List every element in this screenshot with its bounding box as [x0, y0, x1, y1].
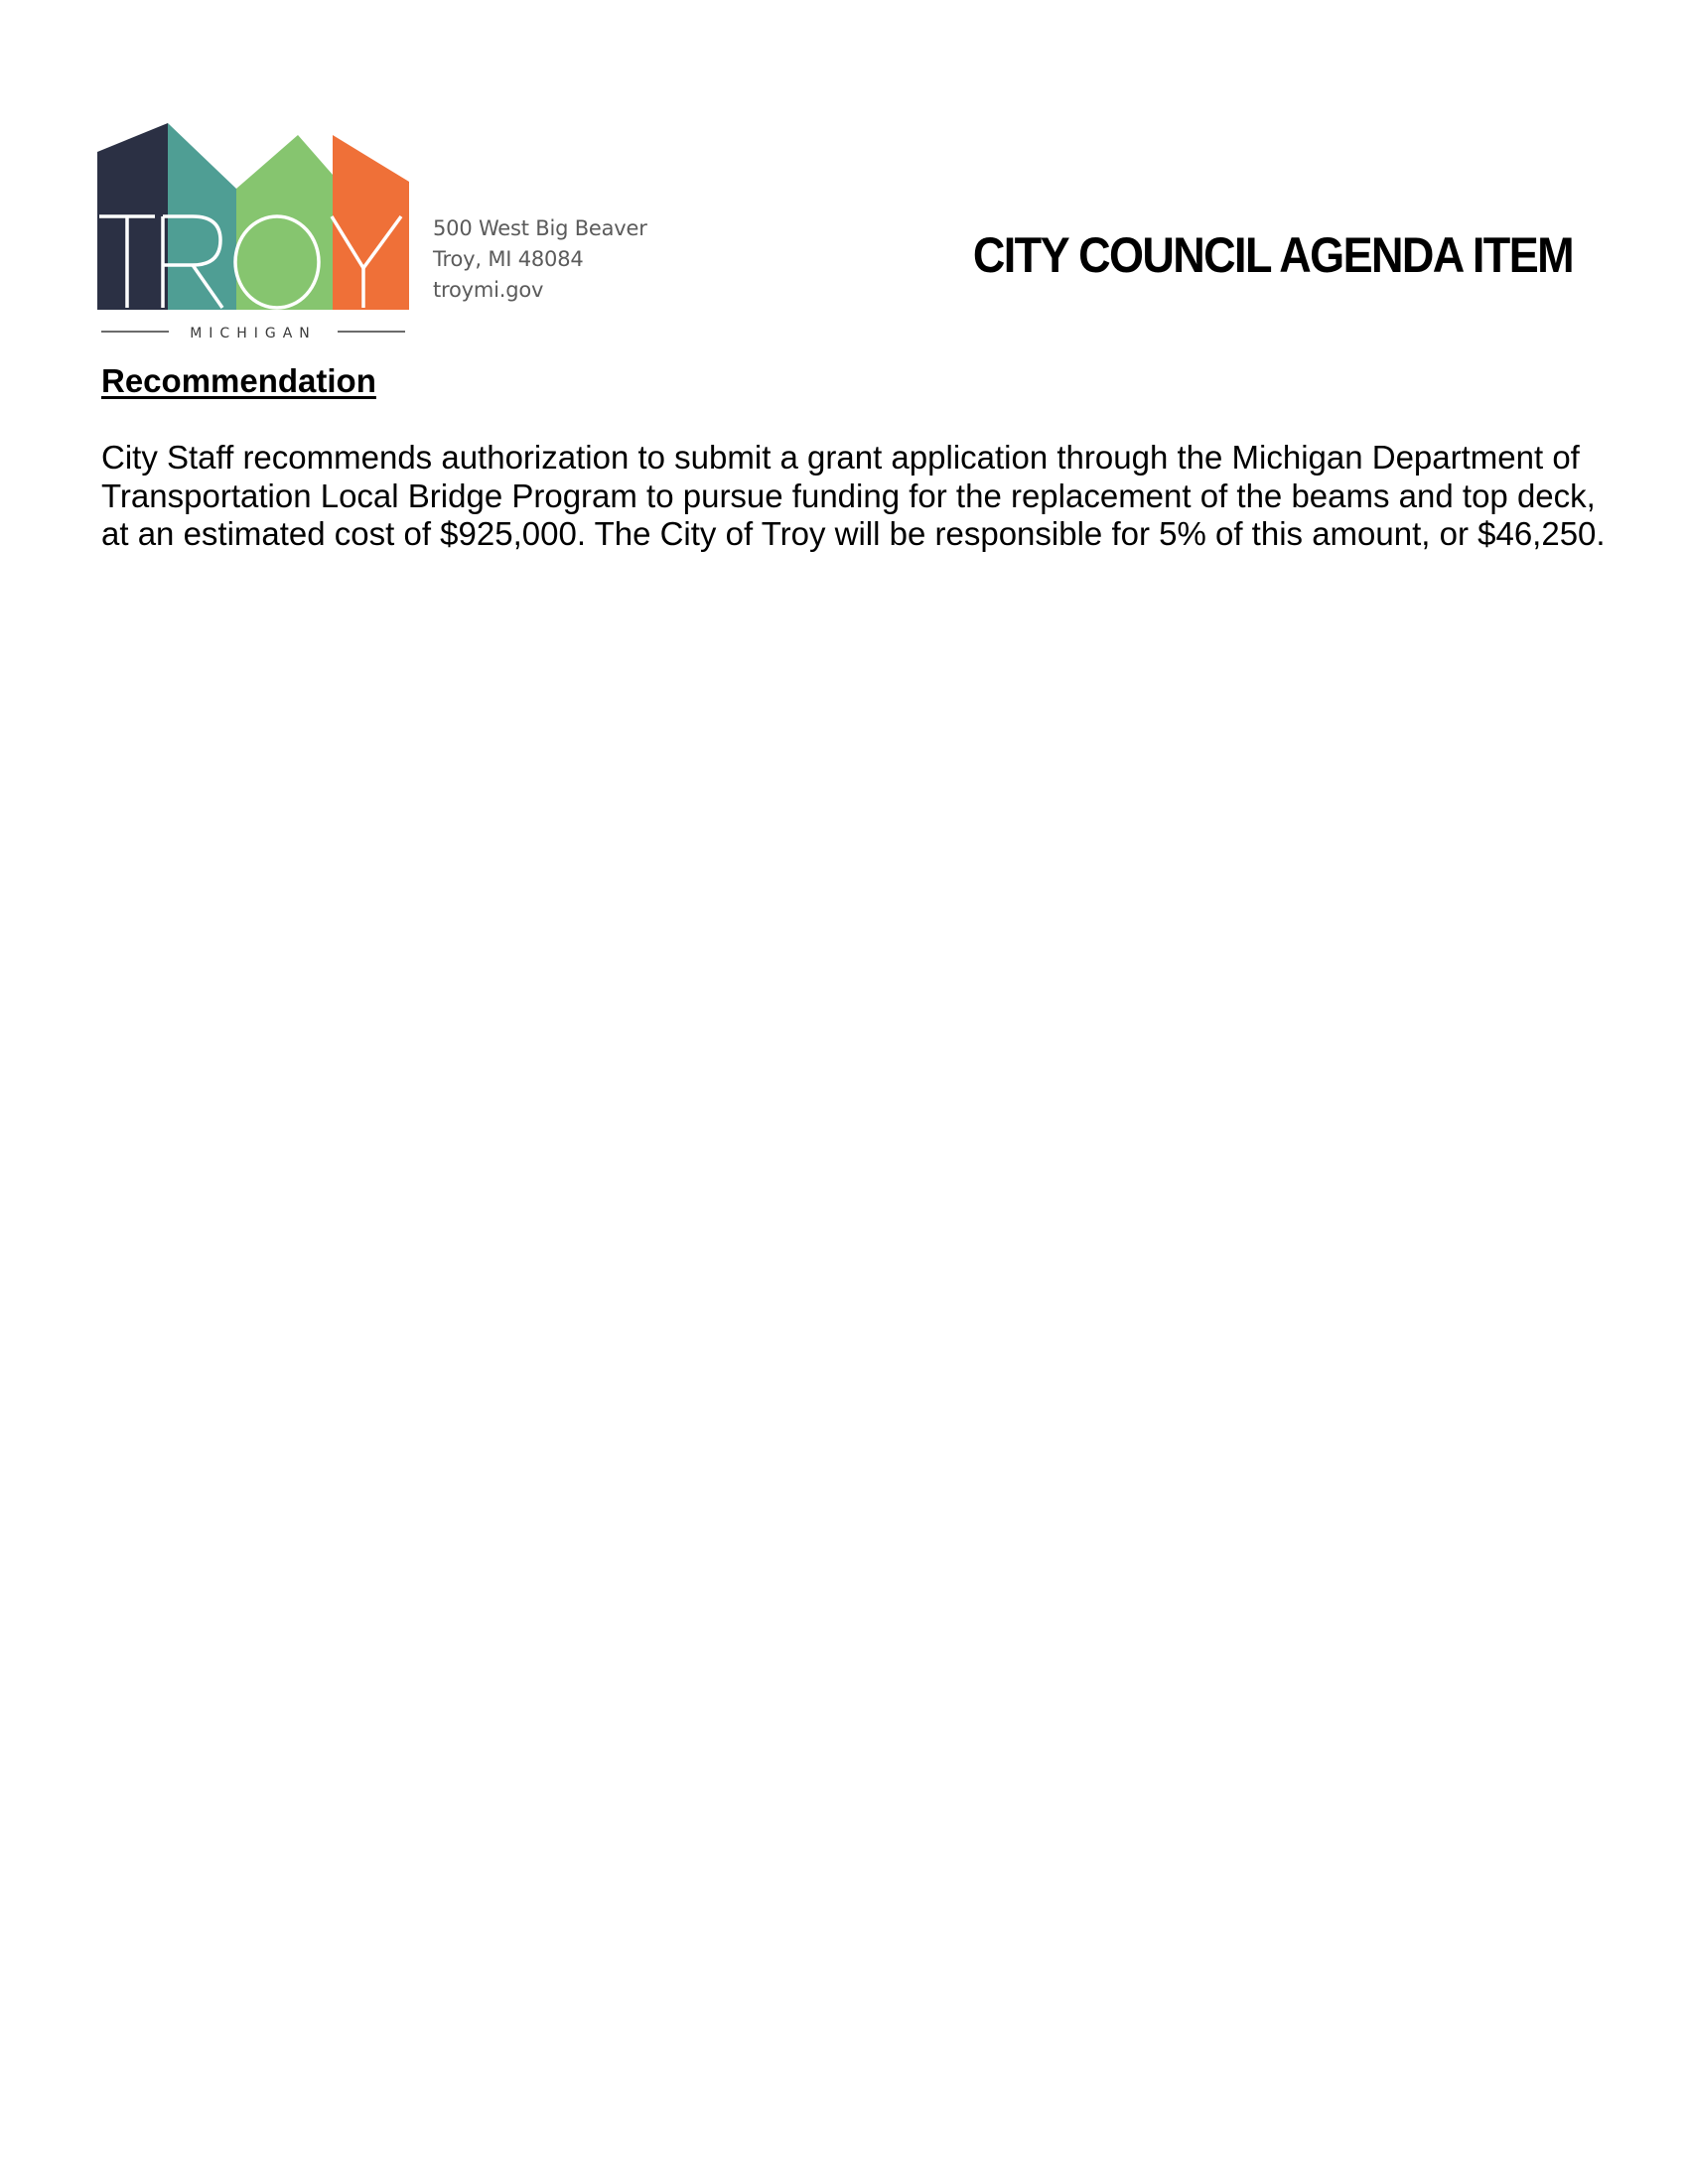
city-website: troymi.gov: [433, 278, 544, 302]
address-city-state-zip: Troy, MI 48084: [433, 247, 584, 271]
document-title: CITY COUNCIL AGENDA ITEM: [972, 226, 1573, 284]
recommendation-paragraph: City Staff recommends authorization to submit a grant application through the Michigan Department of Transportation Local Bridge Program to pursue funding for the replacement of the beams and top deck, at an estimated cost of $925,000. The City of Troy will be responsible for 5% of this amount, or $46,250.: [101, 439, 1606, 552]
logo-house-green: [236, 135, 333, 310]
city-address-block: [433, 213, 647, 306]
logo-michigan-text: MICHIGAN: [190, 326, 317, 340]
recommendation-heading: Recommendation: [101, 362, 376, 399]
troy-michigan-logo: [97, 123, 409, 340]
address-street: 500 West Big Beaver: [433, 216, 647, 240]
